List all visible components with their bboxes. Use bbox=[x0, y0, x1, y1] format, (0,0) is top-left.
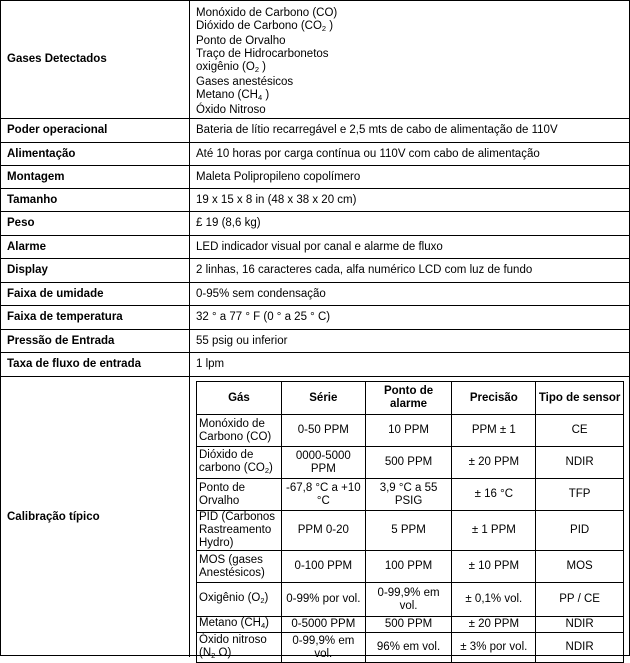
cal-serie: PPM 0-20 bbox=[281, 511, 365, 551]
cal-precisao: ± 20 PPM bbox=[452, 617, 536, 633]
spec-row-calibration bbox=[1, 376, 629, 660]
cal-serie: 0-100 PPM bbox=[281, 551, 365, 583]
spec-value: 19 x 15 x 8 in (48 x 38 x 20 cm) bbox=[196, 193, 357, 206]
cal-alarme: 500 PPM bbox=[365, 447, 452, 479]
cal-serie: 0-50 PPM bbox=[281, 415, 365, 447]
calibration-row bbox=[197, 447, 624, 479]
header-precisao: Precisão bbox=[452, 382, 536, 415]
spec-label: Tamanho bbox=[1, 189, 190, 211]
spec-value: 0-95% sem condensação bbox=[196, 287, 326, 300]
spec-row bbox=[1, 188, 629, 211]
spec-label: Poder operacional bbox=[1, 119, 190, 142]
cal-sensor: CE bbox=[536, 415, 624, 447]
cal-gas: MOS (gases Anestésicos) bbox=[197, 551, 282, 583]
calibration-row bbox=[197, 415, 624, 447]
cal-serie: 0-5000 PPM bbox=[281, 617, 365, 633]
spec-value: 2 linhas, 16 caracteres cada, alfa numérico LCD com luz de fundo bbox=[196, 264, 533, 276]
spec-label: Display bbox=[1, 259, 190, 282]
spec-row bbox=[1, 258, 629, 282]
spec-label: Montagem bbox=[1, 166, 190, 188]
calibration-row bbox=[197, 633, 624, 663]
cal-gas: Monóxido de Carbono (CO) bbox=[197, 415, 282, 447]
cal-gas: PID (Carbonos Rastreamento Hydro) bbox=[197, 511, 282, 551]
cal-sensor: PP / CE bbox=[536, 583, 624, 617]
cal-precisao: ± 1 PPM bbox=[452, 511, 536, 551]
gas-list-item: Gases anestésicos bbox=[196, 76, 294, 88]
spec-row bbox=[1, 165, 629, 188]
spec-row bbox=[1, 329, 629, 352]
spec-row bbox=[1, 352, 629, 376]
calibration-row bbox=[197, 583, 624, 617]
cal-alarme: 96% em vol. bbox=[365, 633, 452, 663]
spec-label: Alarme bbox=[1, 236, 190, 258]
cal-sensor: NDIR bbox=[536, 447, 624, 479]
gas-list-item: Traço de Hidrocarbonetos bbox=[196, 48, 329, 60]
cal-precisao: ± 20 PPM bbox=[452, 447, 536, 479]
cal-gas: Oxigênio $(O_2)$ bbox=[197, 583, 282, 617]
gas-list-item: oxigênio ($O_2$ ) bbox=[196, 61, 267, 74]
spec-label: Pressão de Entrada bbox=[1, 330, 190, 352]
cal-alarme: 5 PPM bbox=[365, 511, 452, 551]
gas-list-item: Metano ($CH_4$ ) bbox=[196, 89, 270, 102]
spec-value: Até 10 horas por carga contínua ou 110V com cabo de alimentação bbox=[196, 147, 540, 160]
cal-gas: Óxido nitroso ($N_2$ O) bbox=[197, 633, 282, 663]
cal-sensor: NDIR bbox=[536, 617, 624, 633]
calibration-header-row bbox=[197, 382, 624, 415]
spec-row bbox=[1, 142, 629, 165]
calibration-row bbox=[197, 511, 624, 551]
header-serie: Série bbox=[281, 382, 365, 415]
cal-precisao: ± 0,1% vol. bbox=[452, 583, 536, 617]
calibration-table bbox=[196, 381, 624, 663]
gas-list-item: Óxido Nitroso bbox=[196, 104, 266, 116]
spec-value: Bateria de lítio recarregável e 2,5 mts de cabo de alimentação de 110V bbox=[196, 124, 558, 136]
gas-list bbox=[196, 1, 337, 117]
spec-label: Alimentação bbox=[1, 143, 190, 165]
spec-row bbox=[1, 118, 629, 142]
cal-serie: 0-99,9% em vol. bbox=[281, 633, 365, 663]
header-gas: Gás bbox=[197, 382, 282, 415]
spec-value: £ 19 (8,6 kg) bbox=[196, 217, 261, 229]
spec-value: 55 psig ou inferior bbox=[196, 334, 288, 347]
spec-value: Maleta Polipropileno copolímero bbox=[196, 170, 361, 183]
cal-gas: Metano $(CH_4)$ bbox=[197, 617, 282, 633]
spec-label: Taxa de fluxo de entrada bbox=[1, 353, 190, 376]
cal-sensor: NDIR bbox=[536, 633, 624, 663]
cal-gas: Ponto de Orvalho bbox=[197, 479, 282, 511]
cal-alarme: 500 PPM bbox=[365, 617, 452, 633]
spec-value bbox=[190, 377, 629, 660]
calibration-row bbox=[197, 551, 624, 583]
cal-serie: 0-99% por vol. bbox=[281, 583, 365, 617]
spec-label: Faixa de umidade bbox=[1, 283, 190, 305]
cal-precisao: ± 16 °C bbox=[452, 479, 536, 511]
cal-precisao: PPM ± 1 bbox=[452, 415, 536, 447]
spec-row bbox=[1, 211, 629, 235]
cal-sensor: MOS bbox=[536, 551, 624, 583]
calibration-row bbox=[197, 479, 624, 511]
cal-gas: Dióxido de carbono $(CO_2)$ bbox=[197, 447, 282, 479]
cal-alarme: 10 PPM bbox=[365, 415, 452, 447]
spec-value: 32 ° a 77 ° F (0 ° a 25 ° C) bbox=[196, 311, 331, 323]
cal-serie: 0000-5000 PPM bbox=[281, 447, 365, 479]
spec-row bbox=[1, 235, 629, 258]
gas-list-item: Monóxido de Carbono (CO) bbox=[196, 7, 338, 19]
spec-value bbox=[190, 1, 629, 118]
cal-alarme: 0-99,9% em vol. bbox=[365, 583, 452, 617]
cal-sensor: PID bbox=[536, 511, 624, 551]
spec-value: LED indicador visual por canal e alarme de fluxo bbox=[196, 240, 443, 253]
header-alarme: Ponto de alarme bbox=[365, 382, 452, 415]
spec-label: Gases Detectados bbox=[1, 1, 190, 118]
gas-list-item: Ponto de Orvalho bbox=[196, 35, 286, 47]
spec-row-gases bbox=[1, 1, 629, 118]
spec-label: Faixa de temperatura bbox=[1, 306, 190, 329]
cal-precisao: ± 10 PPM bbox=[452, 551, 536, 583]
calibration-row bbox=[197, 617, 624, 633]
cal-alarme: 100 PPM bbox=[365, 551, 452, 583]
cal-sensor: TFP bbox=[536, 479, 624, 511]
cal-serie: -67,8 °C a +10 °C bbox=[281, 479, 365, 511]
cal-precisao: ± 3% por vol. bbox=[452, 633, 536, 663]
spec-label: Calibração típico bbox=[1, 377, 190, 657]
spec-row bbox=[1, 282, 629, 305]
header-sensor: Tipo de sensor bbox=[536, 382, 624, 415]
spec-value: 1 lpm bbox=[196, 358, 225, 370]
spec-row bbox=[1, 305, 629, 329]
gas-list-item: Dióxido de Carbono ($CO_2$ ) bbox=[196, 20, 334, 33]
spec-label: Peso bbox=[1, 212, 190, 235]
cal-alarme: 3,9 °C a 55 PSIG bbox=[365, 479, 452, 511]
